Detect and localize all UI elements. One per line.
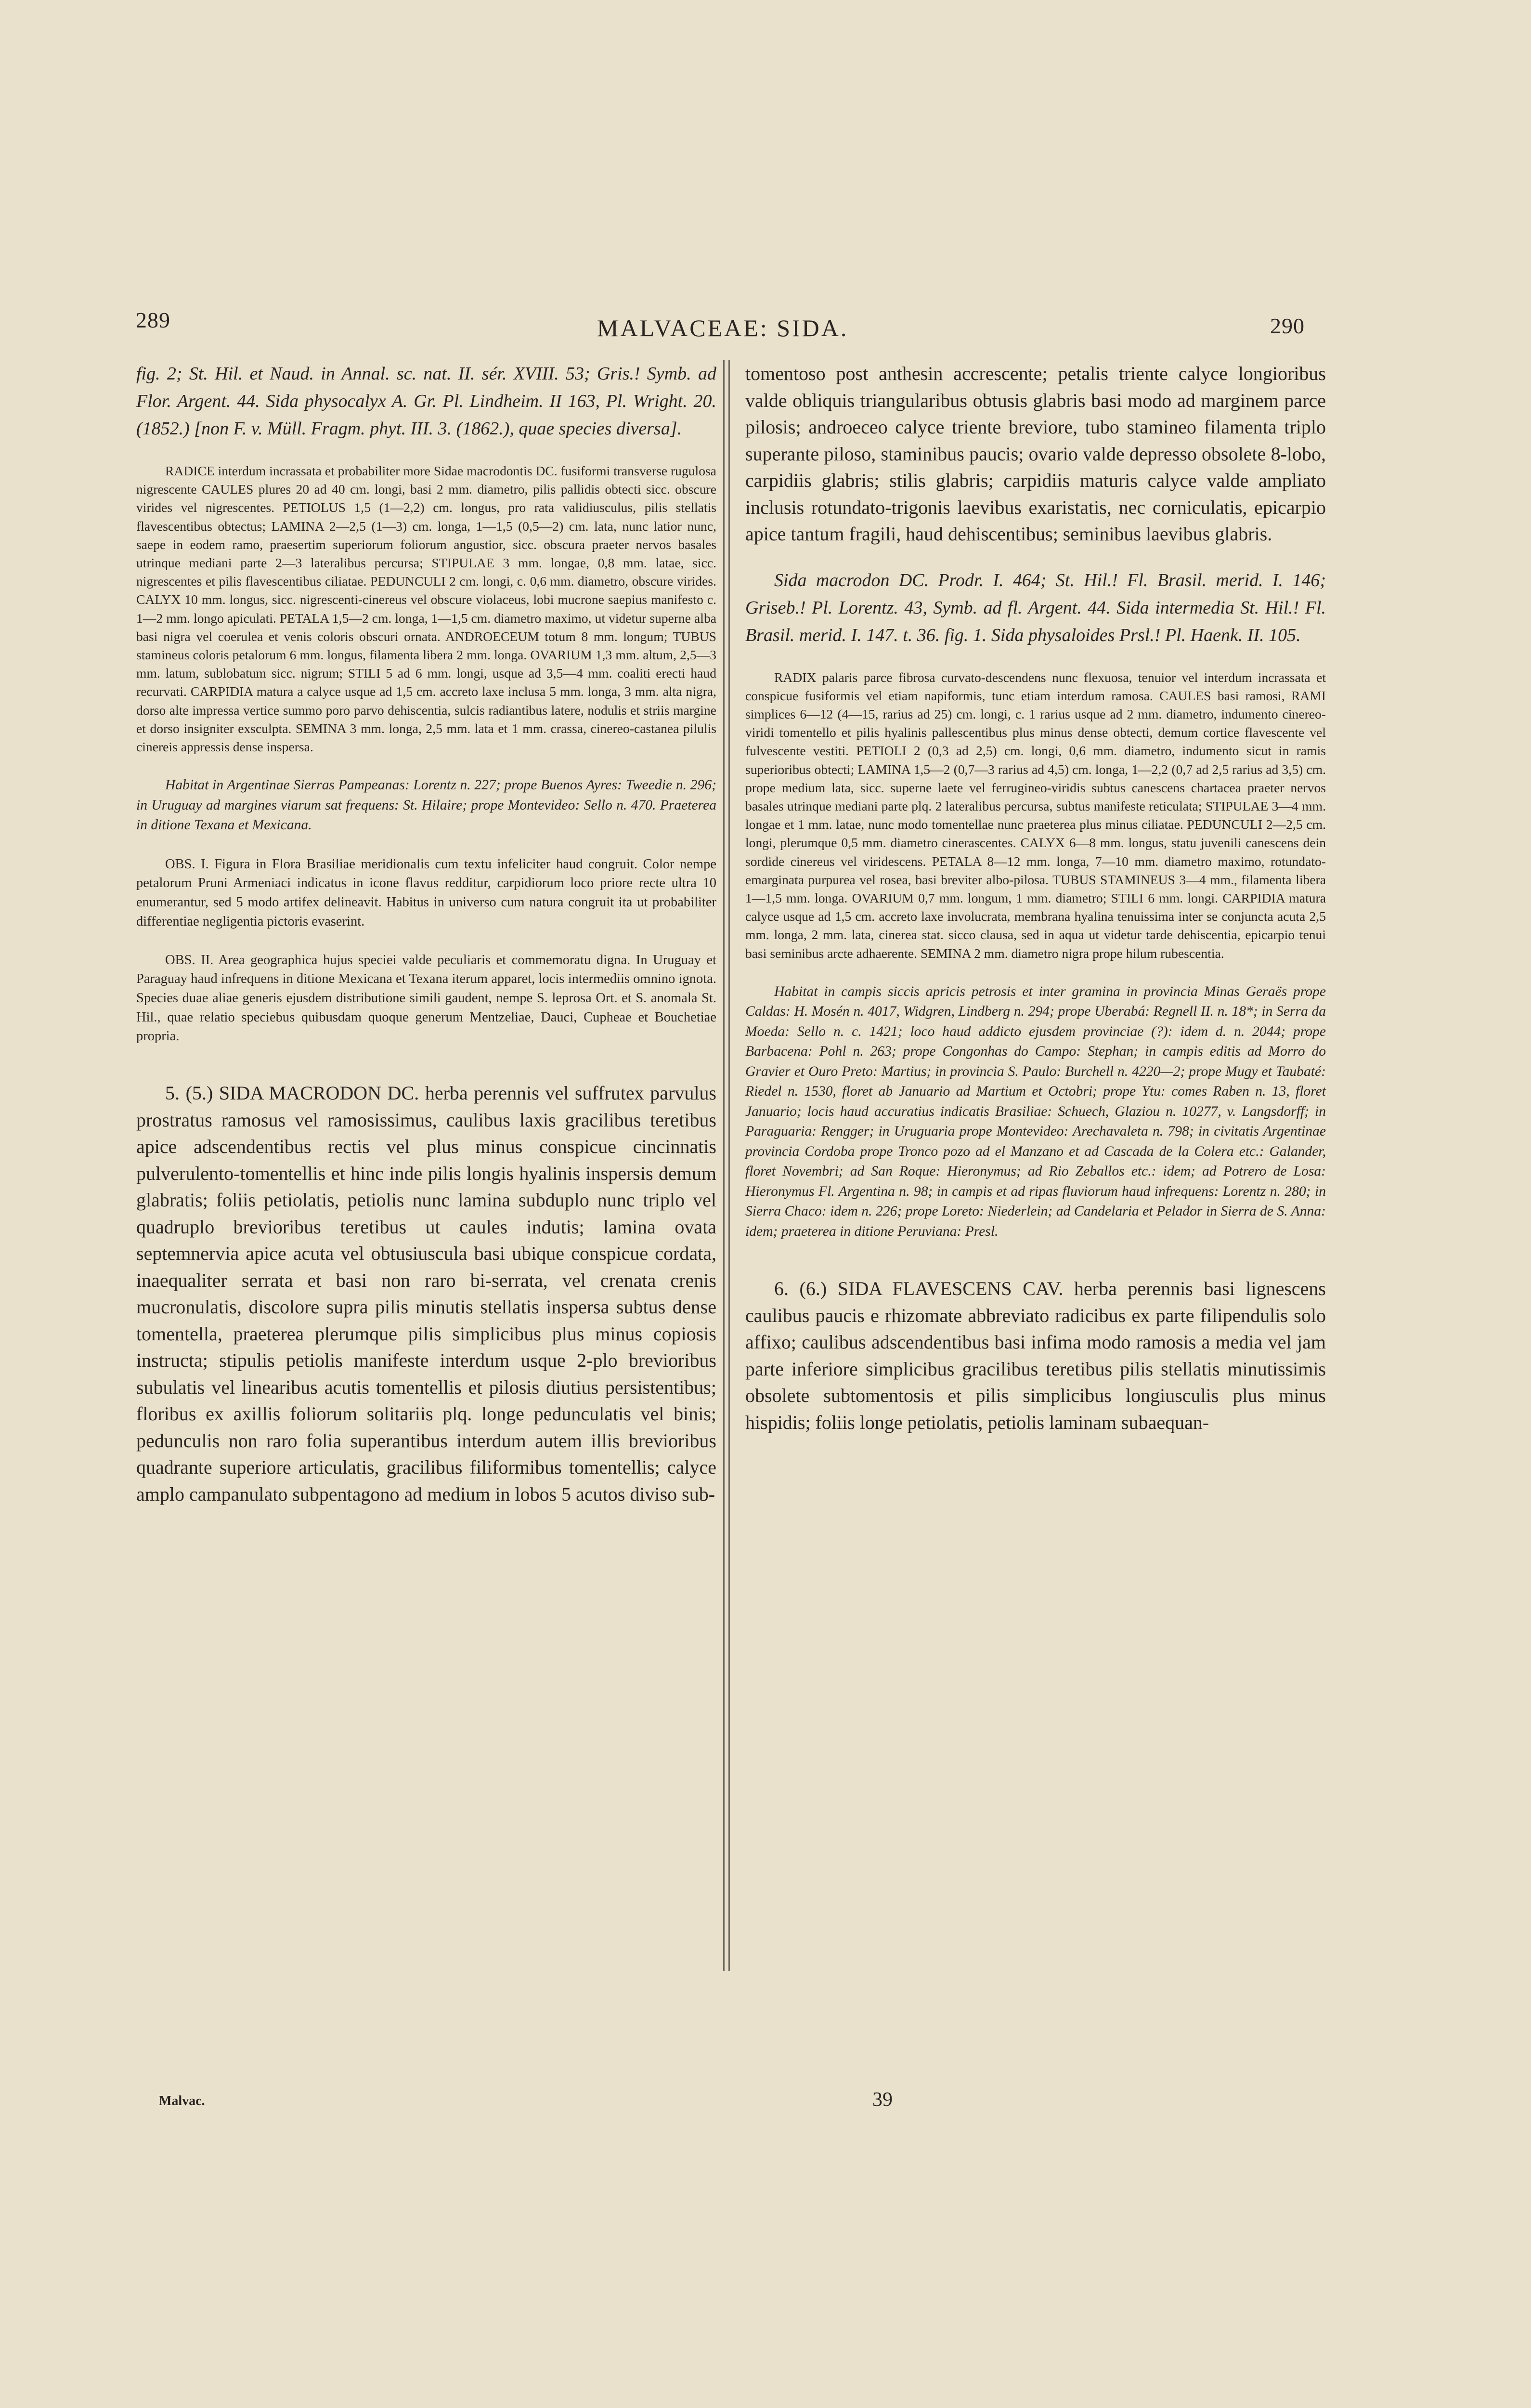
right-column: [745, 360, 1326, 1436]
left-column: [136, 360, 716, 1507]
synonymy-sida-macrodon: Sida macrodon DC. Prodr. I. 464; St. Hil.! Fl. Brasil. merid. I. 146; Griseb.! Pl. Lorentz. 43, Symb. ad fl. Argent. 44. Sida intermedia St. Hil.! Fl. Brasil. merid. I. 147. t. 36. fig. 1. Sida physaloides Prsl.! Pl. Haenk. II. 105.: [745, 570, 1326, 645]
species-description: RADICE interdum incrassata et probabiliter more Sidae macrodontis DC. fusiformi transverse rugulosa nigrescente CAULES plures 20 ad 40 cm. longi, basi 2 mm. diametro, pilis pallidis obtecti sicc. obscure virides vel nigrescentes. PETIOLUS 1,5 (1—2,2) cm. longus, pro rata validiusculus, pilis stellatis flavescentibus obtectus; LAMINA 2—2,5 (1—3) cm. longa, 1—1,5 (0,5—2) cm. lata, nunc latior nunc, saepe in eodem ramo, praesertim superiorum foliorum angustior, sicc. obscura praeter nervos basales utrinque mediani parte 2—3 lateralibus percursa; STIPULAE 3 mm. longae, 0,8 mm. latae, sicc. nigrescentes et pilis flavescentibus ciliatae. PEDUNCULI 2 cm. longi, c. 0,6 mm. diametro, obscure virides. CALYX 10 mm. longus, sicc. nigrescenti-cinereus vel obscure violaceus, lobi mucrone saepius manifesto c. 1—2 mm. longo apiculati. PETALA 1,5—2 cm. longa, 1—1,5 cm. diametro maximo, ut videtur superne alba basi nigra vel coerulea et venis coloris obscuri ornata. ANDROECEUM totum 8 mm. longum; TUBUS stamineus coloris petalorum 6 mm. longus, filamenta libera 2 mm. longa. OVARIUM 1,3 mm. altum, 2,5—3 mm. latum, sublobatum sicc. nigrum; STILI 5 ad 6 mm. longi, usque ad 3,5—4 mm. coaliti erecti haud recurvati. CARPIDIA matura a calyce usque ad 1,5 cm. accreto laxe inclusa 5 mm. longa, 3 mm. alta nigra, dorso alte impressa vertice summo poro parvo dehiscentia, sulcis radiantibus latere, nodulis et striis margine et dorso insigniter exsculpta. SEMINA 3 mm. longa, 2,5 mm. lata et 1 mm. crassa, cinereo-castanea pilulis cinereis appressis dense inspersa.: [136, 463, 716, 755]
footer-section-mark: Malvac.: [159, 2094, 205, 2108]
synonymy-continued: fig. 2; St. Hil. et Naud. in Annal. sc. nat. II. sér. XVIII. 53; Gris.! Symb. ad Flor. Argent. 44. Sida physocalyx A. Gr. Pl. Lindheim. II 163, Pl. Wright. 20. (1852.) [non F. v. Müll. Fragm. phyt. III. 3. (1862.), quae species diversa].: [136, 364, 716, 439]
signature-number: 39: [872, 2089, 893, 2111]
species-description-macrodon: RADIX palaris parce fibrosa curvato-descendens nunc flexuosa, tenuior vel interdum incrassata et conspicue fusiformis vel etiam napiformis, tunc etiam interdum ramosa. CAULES basi ramosi, RAMI simplices 6—12 (4—15, rarius ad 25) cm. longi, c. 1 rarius usque ad 2 mm. diametro, indumento cinereo-viridi tomentello et pilis hyalinis pallescentibus plus minus dense obtecti, demum cortice flavescente vel fulvescente vestiti. PETIOLI 2 (0,3 ad 2,5) cm. longi, 0,6 mm. diametro, indumento sicut in ramis superioribus obtecti; LAMINA 1,5—2 (0,7—3 rarius ad 4,5) cm. longa, 1—2,2 (0,7 ad 2,5 rarius ad 3,5) cm. prope medium lata, sicc. superne laete vel ferrugineo-viridis subtus canescens chartacea praeter nervos basales utrinque mediani parte plq. 2 lateralibus percursa, subtus manifeste reticulata; STIPULAE 3—4 mm. longae et 1 mm. latae, nunc modo tomentellae nunc praeterea plus minus ciliatae. PEDUNCULI 2—2,5 cm. longi, plerumque 0,5 mm. diametro cinerascentes. CALYX 6—8 mm. longus, statu juvenili canescens dein sordide cinereus vel viridescens. PETALA 8—12 mm. longa, 7—10 mm. diametro maximo, rotundato-emarginata purpurea vel rosea, basi breviter albo-pilosa. TUBUS STAMINEUS 3—4 mm., filamenta libera 1—1,5 mm. longa. OVARIUM 0,7 mm. longum, 1 mm. diametro; STILI 6 mm. longi. CARPIDIA matura calyce usque ad 1,5 cm. accreto laxe involucrata, membrana hyalina tenuissima inter se conjuncta acuta 2,5 mm. longa, 2 mm. lata, cinerea stat. sicco clausa, sed in aqua ut videtur tarde dehiscentia, epicarpio tenui basi seminibus arcte adhaerente. SEMINA 2 mm. diametro nigra prope hilum rubescentia.: [745, 669, 1326, 961]
diagnosis-continued: tomentoso post anthesin accrescente; petalis triente calyce longioribus valde obliquis triangularibus obtusis glabris basi modo ad marginem parce pilosis; androeceo calyce triente breviore, tubo stamineo filamenta triplo superante piloso, staminibus paucis; ovario valde depresso obsolete 8-lobo, carpidiis glabris; stilis glabris; carpidiis maturis calyce valde ampliato inclusis rotundato-trigonis laevibus exaristatis, nec corniculatis, epicarpio apice tantum fragili, haud dehiscentibus; seminibus laevibus glabris.: [745, 363, 1326, 545]
observation-1: OBS. I. Figura in Flora Brasiliae meridionalis cum textu infeliciter haud congruit. Color nempe petalorum Pruni Armeniaci indicatus in icone flavus redditur, carpidiorum loco priore recte ultra 10 enumerantur, sed 5 modo artifex delineavit. Habitus in universo cum natura congruit ita ut probabiliter differentiae negligentia pictoris evaserint.: [136, 856, 716, 929]
page-number-right: 290: [1270, 314, 1305, 338]
column-divider: [723, 360, 730, 1971]
species-6-diagnosis: 6. (6.) SIDA FLAVESCENS CAV. herba perennis basi lignescens caulibus paucis e rhizomate abbreviato radicibus ex parte filipendulis solo affixo; caulibus adscendentibus basi infima modo ramosis a media vel jam parte inferiore simplicibus gracilibus teretibus pilis stellatis minutissimis obsolete subtomentosis et pilis simplicibus longiusculis plus minus hispidis; foliis longe petiolatis, petiolis laminam subaequan-: [745, 1278, 1326, 1433]
observation-2: OBS. II. Area geographica hujus speciei valde peculiaris et commemoratu digna. In Uruguay et Paraguay haud infrequens in ditione Mexicana et Texana iterum apparet, locis intermediis omnino ignota. Species duae aliae generis ejusdem distributione simili gaudent, nempe S. leprosa Ort. et S. anomala St. Hil., quae relatio speciebus quibusdam quoque generum Mentzeliae, Dauci, Cupheae et Bouchetiae propria.: [136, 952, 716, 1044]
running-header: MALVACEAE: SIDA.: [597, 314, 849, 341]
page-number-left: 289: [136, 308, 170, 332]
habitat-paragraph: Habitat in Argentinae Sierras Pampeanas: Lorentz n. 227; prope Buenos Ayres: Tweedie n. 296; in Uruguay ad margines viarum sat frequens: St. Hilaire; prope Montevideo: Sello n. 470. Praeterea in ditione Texana et Mexicana.: [136, 777, 716, 833]
habitat-paragraph-macrodon: Habitat in campis siccis apricis petrosis et inter gramina in provincia Minas Geraës prope Caldas: H. Mosén n. 4017, Widgren, Lindberg n. 294; prope Uberabá: Regnell II. n. 18*; in Serra da Moeda: Sello n. c. 1421; loco haud addicto ejusdem provinciae (?): idem d. n. 2044; prope Barbacena: Pohl n. 263; prope Congonhas do Campo: Stephan; in campis editis ad Morro do Gravier et Ouro Preto: Martius; in provincia S. Paulo: Burchell n. 4220—2; prope Mugy et Taubaté: Riedel n. 1530, floret ab Januario ad Martium et Octobri; prope Ytu: comes Raben n. 13, floret Januario; locis haud accuratius indicatis Brasiliae: Schuech, Glaziou n. 10277, v. Langsdorff; in Paraguaria: Rengger; in Uruguaria prope Montevideo: Arechavaleta n. 798; in civitatis Argentinae provincia Cordoba prope Tronco pozo ad el Manzano et ad Cascada de la Colera etc.: Galander, floret Novembri; ad San Roque: Hieronymus; ad Rio Zeballos etc.: idem; ad Potrero de Losa: Hieronymus Fl. Argentina n. 98; in campis et ad ripas fluviorum haud infrequens: Lorentz n. 280; in Sierra Chaco: idem n. 226; prope Loreto: Niederlein; ad Candelaria et Pelador in Sierra de S. Anna: idem; praeterea in ditione Peruviana: Presl.: [745, 983, 1326, 1239]
species-5-diagnosis: 5. (5.) SIDA MACRODON DC. herba perennis vel suffrutex parvulus prostratus ramosus vel ramosissimus, caulibus laxis gracilibus teretibus apice adscendentibus rectis vel plus minus conspicue cincinnatis pulverulento-tomentellis et hinc inde pilis longis hyalinis inspersis demum glabratis; foliis petiolatis, petiolis nunc lamina subduplo nunc triplo vel quadruplo brevioribus teretibus ut caules indutis; lamina ovata septemnervia apice acuta vel obtusiuscula basi ubique conspicue cordata, inaequaliter serrata et basi non raro bi-serrata, vel crenata crenis mucronulatis, discolore supra pilis minutis stellatis inspersa subtus dense tomentella, praeterea plerumque pilis simplicibus plus minus copiosis instructa; stipulis petiolis manifeste interdum usque 2-plo brevioribus subulatis vel linearibus acutis tomentellis et pilosis diutius persistentibus; floribus ex axillis foliorum solitariis plq. longe pedunculatis vel binis; pedunculis non raro folia superantibus interdum autem illis brevioribus quadrante superiore articulatis, gracilibus filiformibus tomentellis; calyce amplo campanulato subpentagono ad medium in lobos 5 acutos diviso sub-: [136, 1082, 716, 1505]
